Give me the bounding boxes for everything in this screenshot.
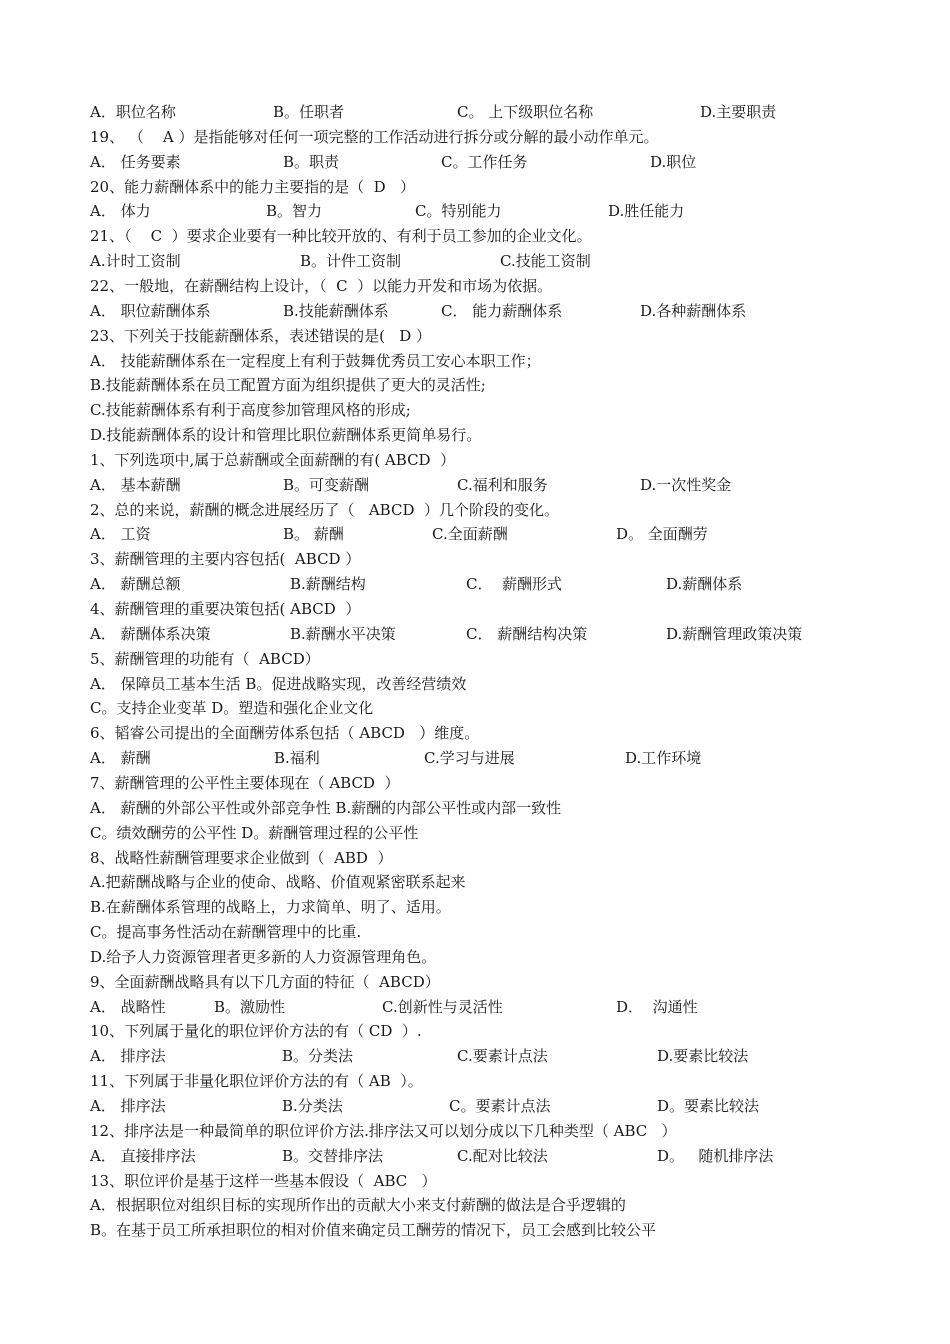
answer-option: D.职位 [650,152,697,171]
answer-option: C。 上下级职位名称 [457,103,594,121]
answer-option: B.分类法 [282,1097,343,1115]
answer-option: C． 薪酬形式 [466,575,563,594]
answer-options [90,622,890,646]
text-line: 21、（ C ）要求企业要有一种比较开放的、有利于员工参加的企业文化。 [90,227,592,246]
answer-option: D.主要职责 [700,103,777,121]
answer-option: B.薪酬水平决策 [290,624,396,643]
answer-options [90,1144,890,1168]
answer-option: B。可变薪酬 [283,475,370,494]
answer-options [90,746,890,770]
answer-options [90,100,890,124]
answer-option: A．职位名称 [90,103,176,121]
text-line: B.技能薪酬体系在员工配置方面为组织提供了更大的灵活性; [90,376,486,395]
answer-option: B。激励性 [214,997,286,1016]
text-line: 10、下列属于量化的职位评价方法的有（ CD ）. [90,1022,422,1041]
text-line: C。绩效酬劳的公平性 D。薪酬管理过程的公平性 [90,823,419,842]
text-line: C。支持企业变革 D。塑造和强化企业文化 [90,699,374,718]
text-line: A． 薪酬的外部公平性或外部竞争性 B.薪酬的内部公平性或内部一致性 [90,798,562,817]
answer-options [90,572,890,596]
answer-option: D。 全面酬劳 [616,525,708,544]
answer-option: B.技能薪酬体系 [283,301,389,320]
answer-option: D.各种薪酬体系 [640,301,747,320]
text-line: A． 保障员工基本生活 B。促进战略实现，改善经营绩效 [90,674,467,693]
answer-option: B。智力 [266,202,323,221]
answer-option: A． 工资 [90,525,151,544]
answer-options [90,1044,890,1068]
answer-option: D.胜任能力 [608,202,685,221]
text-line: 20、能力薪酬体系中的能力主要指的是（ D ） [90,177,415,196]
text-line: 4、薪酬管理的重要决策包括( ABCD ） [90,600,361,618]
answer-option: C.学习与进展 [424,749,515,768]
text-line: A．根据职位对组织目标的实现所作出的贡献大小来支付薪酬的做法是合乎逻辑的 [90,1196,626,1215]
answer-option: C． 能力薪酬体系 [441,301,563,320]
answer-option: A． 薪酬总额 [90,575,181,594]
answer-option: D.薪酬管理政策决策 [666,624,803,643]
answer-options [90,199,890,223]
answer-option: D.要素比较法 [657,1047,749,1066]
answer-option: C.创新性与灵活性 [382,997,503,1016]
text-line: B。在基于员工所承担职位的相对价值来确定员工酬劳的情况下，员工会感到比较公平 [90,1221,657,1240]
answer-option: D． 沟通性 [616,997,698,1016]
answer-option: D.薪酬体系 [666,575,743,594]
text-line: D.技能薪酬体系的设计和管理比职位薪酬体系更简单易行。 [90,426,482,445]
answer-option: B.薪酬结构 [290,575,366,594]
answer-option: B。交替排序法 [282,1146,384,1165]
text-line: 11、下列属于非量化职位评价方法的有（ AB ）。 [90,1072,423,1091]
answer-option: C.要素计点法 [457,1047,548,1066]
text-line: C。提高事务性活动在薪酬管理中的比重. [90,923,362,942]
answer-option: A． 战略性 [90,997,166,1016]
answer-option: A.计时工资制 [90,252,181,271]
text-line: 9、全面薪酬战略具有以下几方面的特征（ ABCD） [90,972,440,991]
text-line: B.在薪酬体系管理的战略上，力求简单、明了、适用。 [90,898,451,917]
answer-options [90,995,890,1019]
answer-option: A． 排序法 [90,1097,166,1115]
answer-options [90,1094,890,1118]
text-line: C.技能薪酬体系有利于高度参加管理风格的形成; [90,401,411,420]
text-line: 19、 （ A ）是指能够对任何一项完整的工作活动进行拆分或分解的最小动作单元。 [90,127,659,146]
answer-option: A． 任务要素 [90,152,181,171]
text-line: 13、职位评价是基于这样一些基本假设（ ABC ） [90,1171,437,1190]
answer-options [90,522,890,546]
answer-option: A． 排序法 [90,1047,166,1066]
text-line: A． 技能薪酬体系在一定程度上有利于鼓舞优秀员工安心本职工作； [90,351,541,370]
answer-option: D。 随机排序法 [657,1146,774,1165]
text-line: 1、下列选项中,属于总薪酬或全面薪酬的有( ABCD ） [90,450,456,469]
text-line: 6、韬睿公司提出的全面酬劳体系包括（ ABCD ）维度。 [90,724,480,743]
answer-option: C。特别能力 [415,202,502,221]
text-line: 22、一般地，在薪酬结构上设计，（ C ）以能力开发和市场为依据。 [90,276,553,295]
answer-options [90,299,890,323]
text-line: D.给予人力资源管理者更多新的人力资源管理角色。 [90,947,437,966]
answer-option: B。分类法 [282,1047,354,1066]
answer-option: B。计件工资制 [300,252,402,271]
answer-option: C． 薪酬结构决策 [466,624,588,643]
answer-option: A． 基本薪酬 [90,475,181,494]
text-line: 5、薪酬管理的功能有（ ABCD） [90,649,320,668]
text-line: 2、总的来说，薪酬的概念进展经历了（ ABCD ）几个阶段的变化。 [90,500,560,519]
answer-option: C。要素计点法 [449,1097,551,1115]
text-line: 8、战略性薪酬管理要求企业做到（ ABD ） [90,848,393,867]
answer-options [90,249,890,273]
answer-option: C.配对比较法 [457,1146,548,1165]
answer-option: A． 薪酬 [90,749,151,768]
text-line: 23、下列关于技能薪酬体系，表述错误的是( D ） [90,326,432,345]
answer-option: A． 体力 [90,202,151,221]
text-line: A.把薪酬战略与企业的使命、战略、价值观紧密联系起来 [90,873,466,892]
answer-option: C.福利和服务 [457,475,548,494]
answer-options [90,150,890,174]
answer-option: B。职责 [283,152,340,171]
answer-option: B。 薪酬 [283,525,344,544]
answer-option: A． 职位薪酬体系 [90,301,211,320]
answer-options [90,473,890,497]
answer-option: C.全面薪酬 [432,525,508,544]
answer-option: D。要素比较法 [657,1097,760,1115]
answer-option: B。任职者 [273,103,345,121]
answer-option: A． 直接排序法 [90,1146,196,1165]
answer-option: D.一次性奖金 [640,475,732,494]
text-line: 12、排序法是一种最简单的职位评价方法.排序法又可以划分成以下几种类型（ ABC ） [90,1121,677,1140]
answer-option: C。工作任务 [441,152,528,171]
answer-option: D.工作环境 [625,749,702,768]
answer-option: C.技能工资制 [500,252,591,271]
answer-option: A． 薪酬体系决策 [90,624,211,643]
answer-option: B.福利 [274,749,320,768]
text-line: 7、薪酬管理的公平性主要体现在（ ABCD ） [90,773,400,792]
text-line: 3、薪酬管理的主要内容包括( ABCD ） [90,550,361,569]
